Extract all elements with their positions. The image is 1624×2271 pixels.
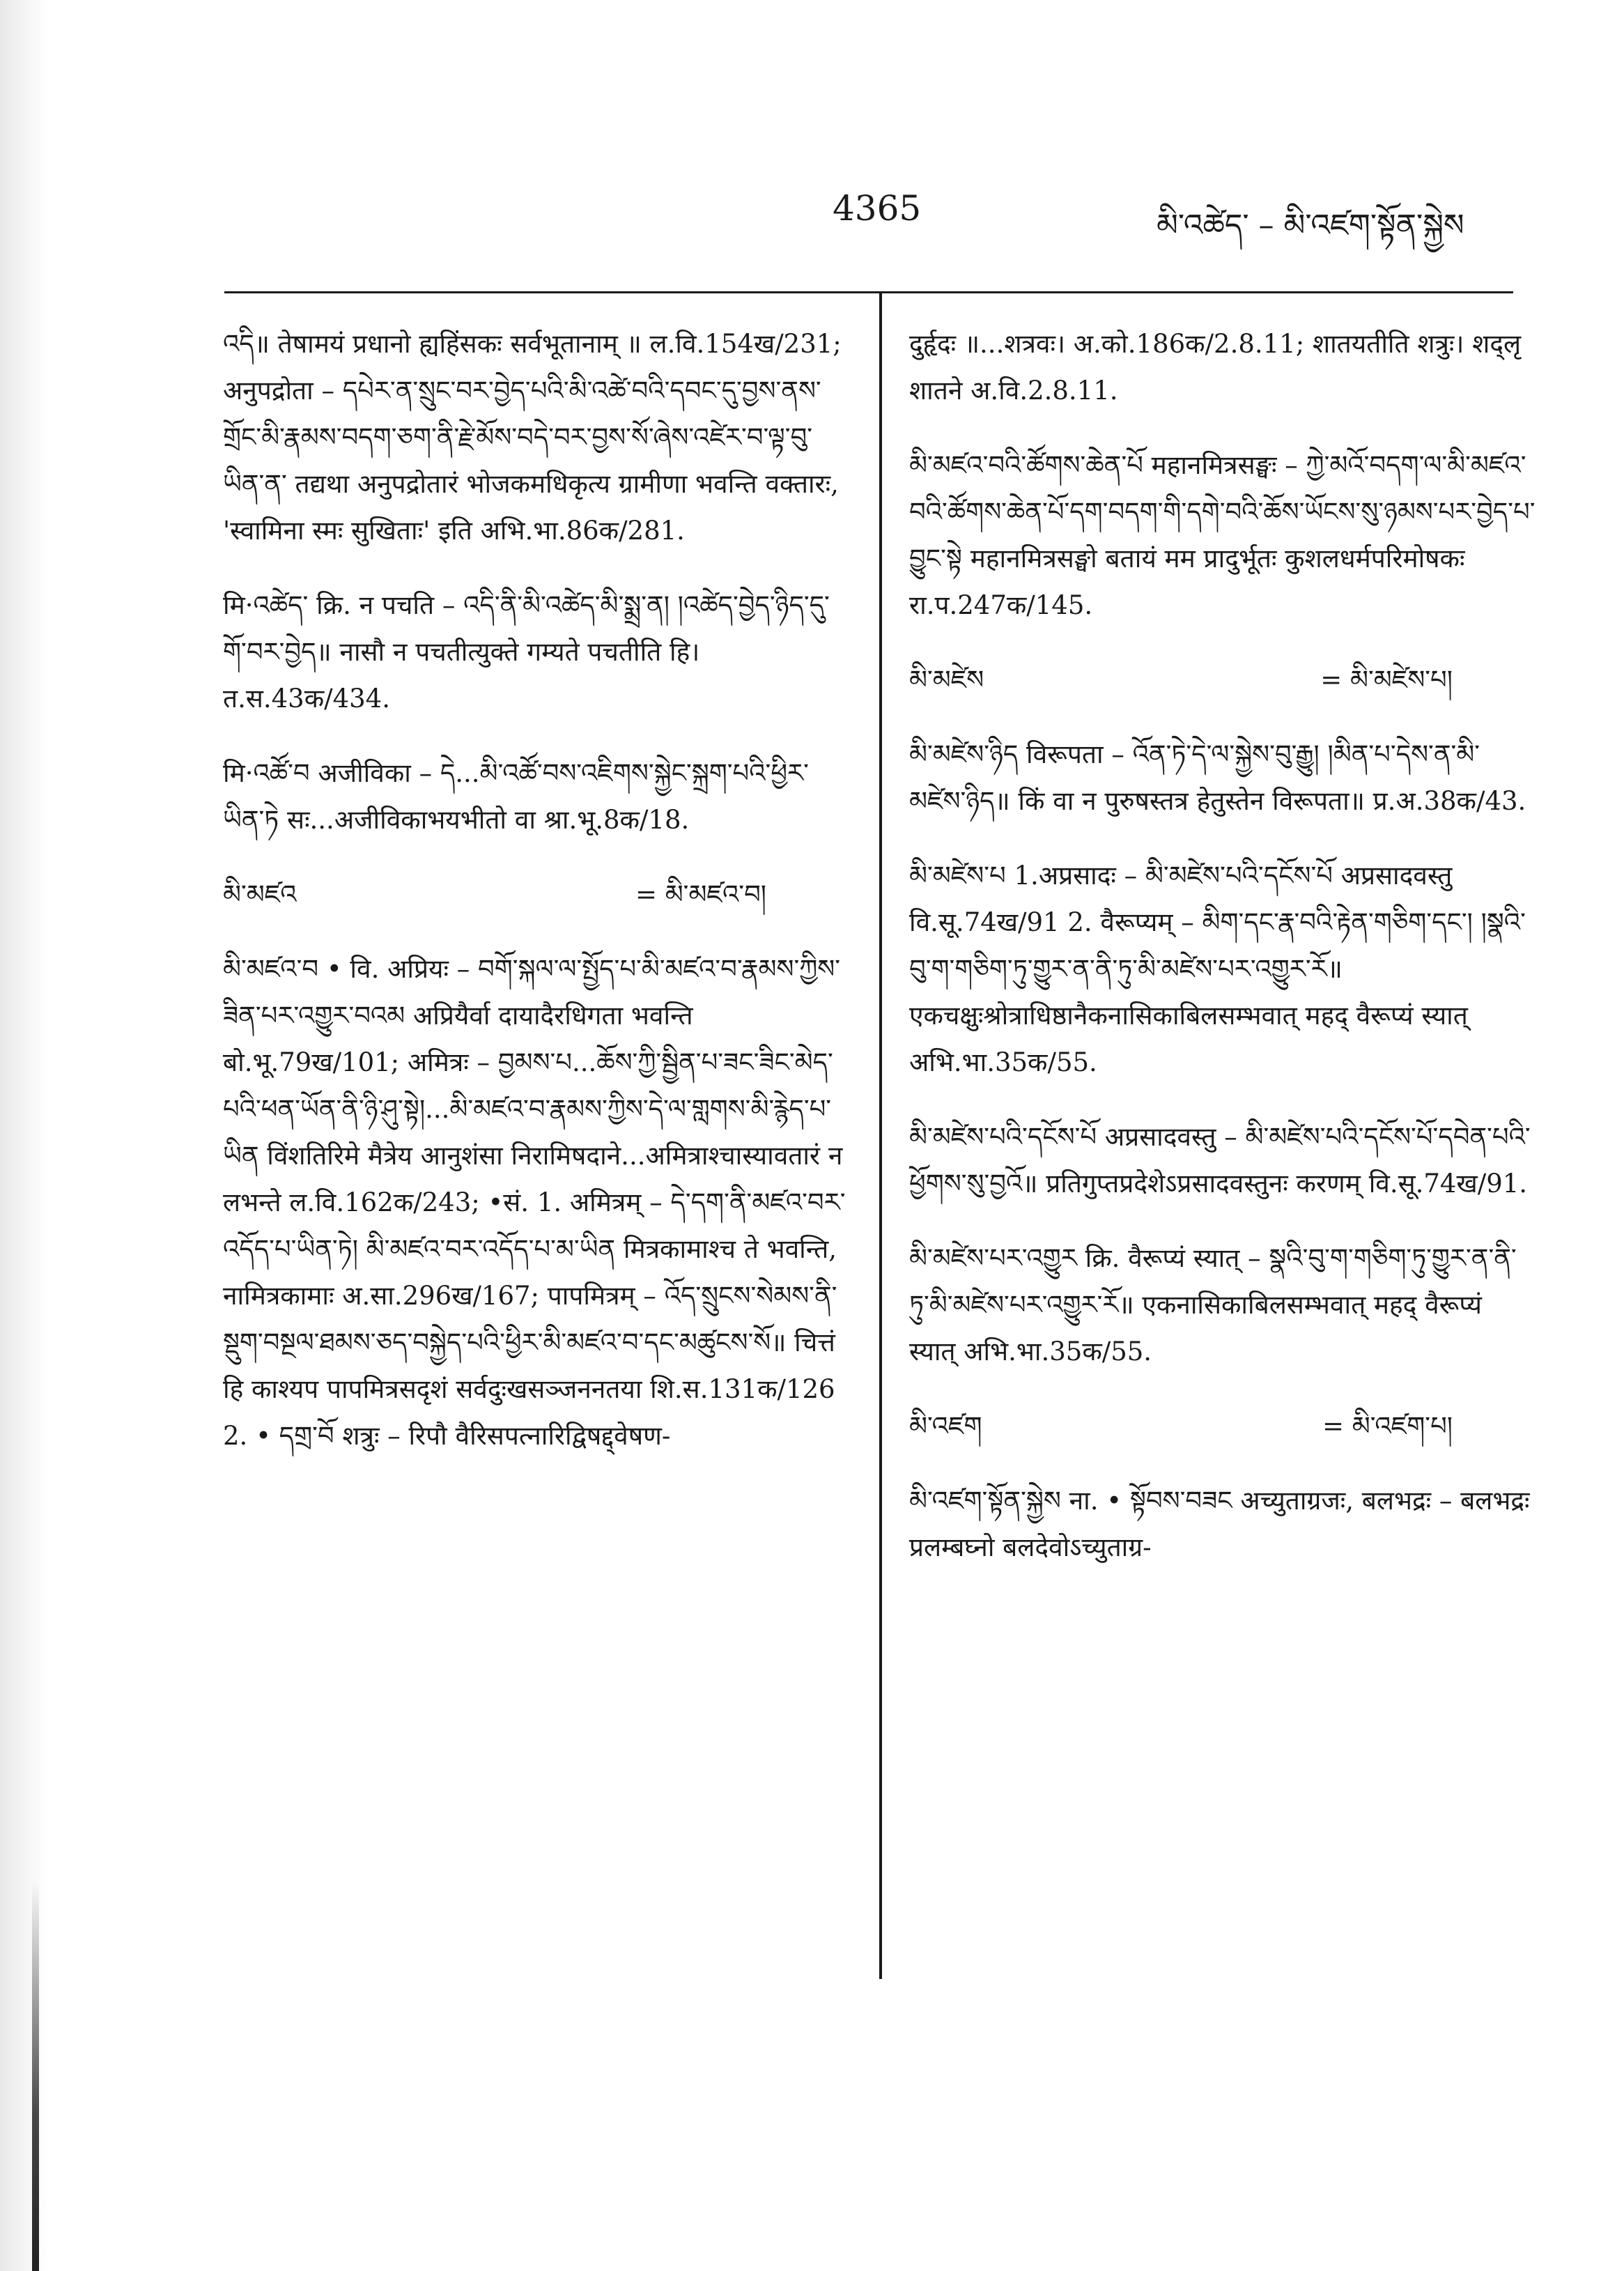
right-column [909, 321, 1536, 1599]
dictionary-entry: མི་མཛེས་ཉིད विरूपता – འོན་ཏེ་དེ་ལ་སྐྱེས་བུ་རྒྱུ། །མིན་པ་དེས་ན་མི་མཛེས་ཉིད॥ किं वा न पुरुषस्तत्र हेतुस्तेन विरूपता॥ प्र.अ.38क/43. [909, 739, 1526, 816]
left-column [223, 321, 850, 1487]
book-spine-shadow [0, 0, 49, 2271]
cross-reference-entry [909, 656, 1536, 703]
dictionary-entry: མི་མཛའ་བ • वि. अप्रियः – བགོ་སྐལ་ལ་སྤྱོད་པ་མི་མཛའ་བ་རྣམས་ཀྱིས་ཟིན་པར་འགྱུར་བའམ अप्रियैर्वा दायादैरधिगता भवन्ति बो.भू.79ख/101; अमित्रः – བྱམས་པ...ཆོས་ཀྱི་སྦྱིན་པ་ཟང་ཟིང་མེད་པའི་ཕན་ཡོན་ནི་ཉི་ཤུ་སྟེ།...མི་མཛའ་བ་རྣམས་ཀྱིས་དེ་ལ་གླགས་མི་རྙེད་པ་ཡིན विंशतिरिमे मैत्रेय आनुशंसा निरामिषदाने...अमित्राश्चास्यावतारं न लभन्ते ल.वि.162क/243; •सं. 1. अमित्रम् – དེ་དག་ནི་མཛའ་བར་འདོད་པ་ཡིན་ཏེ། མི་མཛའ་བར་འདོད་པ་མ་ཡིན मित्रकामाश्च ते भवन्ति, नामित्रकामाः अ.सा.296ख/167; पापमित्रम् – འོད་སྲུངས་སེམས་ནི་སྡུག་བསྔལ་ཐམས་ཅད་བསྐྱེད་པའི་ཕྱིར་མི་མཛའ་བ་དང་མཚུངས་སོ॥ चित्तं हि काश्यप पापमित्रसदृशं सर्वदुःखसञ्जननतया शि.स.131क/126 2. • དགྲ་བོ शत्रुः – रिपौ वैरिसपत्नारिद्विषद्द्वेषण- [223, 954, 846, 1451]
header-rule [224, 291, 1513, 293]
dictionary-entry: मि·འཚེད་ क्रि. न पचति – འདི་ནི་མི་འཚེད་མི་སྨྲ་ན། །འཚེད་བྱེད་ཉིད་དུ་གོ་བར་བྱེད॥ नासौ न पचतीत्युक्ते गम्यते पचतीति हि। त.स.43क/434. [223, 590, 830, 714]
headword: མི་མཛེས [909, 665, 984, 695]
column-divider [879, 293, 882, 1979]
dictionary-entry: दुर्हृदः ॥...शत्रवः। अ.को.186क/2.8.11; शातयतीति शत्रुः। शद्लृ शातने अ.वि.2.8.11. [909, 329, 1522, 406]
dictionary-entry: མི་མཛེས་པའི་དངོས་པོ अप्रसादवस्तु – མི་མཛེས་པའི་དངོས་པོ་དབེན་པའི་ཕྱོགས་སུ་བྱའོ॥ प्रतिगुप्तप्रदेशेऽप्रसादवस्तुनः करणम् वि.सू.74ख/91. [909, 1122, 1531, 1199]
cross-reference-entry [223, 871, 850, 918]
dictionary-entry: མི་མཛེས་པར་འགྱུར क्रि. वैरूप्यं स्यात् – སྣའི་བུ་ག་གཅིག་ཏུ་གྱུར་ན་ནི་ཏུ་མི་མཛེས་པར་འགྱུར་རོ॥ एकनासिकाबिलसम्भवात् महद् वैरूप्यं स्यात् अभि.भा.35क/55. [909, 1243, 1517, 1367]
page-number: 4365 [833, 188, 922, 229]
cross-reference: = མི་མཛེས་པ། [1320, 665, 1453, 695]
headword: མི་མཛའ [223, 879, 297, 909]
cross-reference-entry [909, 1403, 1536, 1449]
dictionary-entry: मि·འཚོ་བ अजीविका – དེ...མི་འཚོ་བས་འཇིགས་སྐྱེང་སྐྲག་པའི་ཕྱིར་ཡིན་ཏེ सः...अजीविकाभयभीतो वा श्रा.भू.8क/18. [223, 758, 809, 835]
dictionary-entry: འདི॥ तेषामयं प्रधानो ह्यहिंसकः सर्वभूतानाम् ॥ ल.वि.154ख/231; अनुपद्रोता – དཔེར་ན་སྲུང་བར་བྱེད་པའི་མི་འཚེ་བའི་དབང་དུ་བྱས་ནས་གྲོང་མི་རྣམས་བདག་ཅག་ནི་རྗེ་མོས་བདེ་བར་བྱས་སོ་ཞེས་འཛེར་བ་ལྟ་བུ་ཡིན་ན་ तद्यथा अनुपद्रोतारं भोजकमधिकृत्य ग्रामीणा भवन्ति वक्तारः, 'स्वामिना स्मः सुखिताः' इति अभि.भा.86क/281. [223, 329, 842, 546]
headword: མི་འཛག [909, 1411, 982, 1441]
cross-reference: = མི་མཛའ་བ། [635, 879, 766, 909]
dictionary-entry: མི་འཛག་སྟོན་སྐྱེས ना. • སྟོབས་བཟང अच्युताग्रजः, बलभद्रः – बलभद्रः प्रलम्बघ्नो बलदेवोऽच्युताग्र- [909, 1486, 1530, 1562]
dictionary-entry: མི་མཛེས་པ 1.अप्रसादः – མི་མཛེས་པའི་དངོས་པོ अप्रसादवस्तु वि.सू.74ख/91 2. वैरूप्यम् – མིག་དང་རྣ་བའི་རྟེན་གཅིག་དང་། །སྣའི་བུ་ག་གཅིག་ཏུ་གྱུར་ན་ནི་ཏུ་མི་མཛེས་པར་འགྱུར་རོ॥ एकचक्षुःश्रोत्राधिष्ठानैकनासिकाबिलसम्भवात् महद् वैरूप्यं स्यात् अभि.भा.35क/55. [909, 861, 1526, 1077]
running-head: མི་འཚེད་ – མི་འཛག་སྟོན་སྐྱེས [1157, 208, 1464, 243]
dictionary-entry: མི་མཛའ་བའི་ཚོགས་ཆེན་པོ महानमित्रसङ्घः – ཀྱེ་མའོ་བདག་ལ་མི་མཛའ་བའི་ཚོགས་ཆེན་པོ་དག་བདག་གི་དགེ་བའི་ཆོས་ཡོངས་སུ་ཉམས་པར་བྱེད་པ་བྱུང་སྟེ महानमित्रसङ्घो बतायं मम प्रादुर्भूतः कुशलधर्मपरिमोषकः रा.प.247क/145. [909, 450, 1536, 620]
cross-reference: = མི་འཛག་པ། [1322, 1411, 1453, 1441]
